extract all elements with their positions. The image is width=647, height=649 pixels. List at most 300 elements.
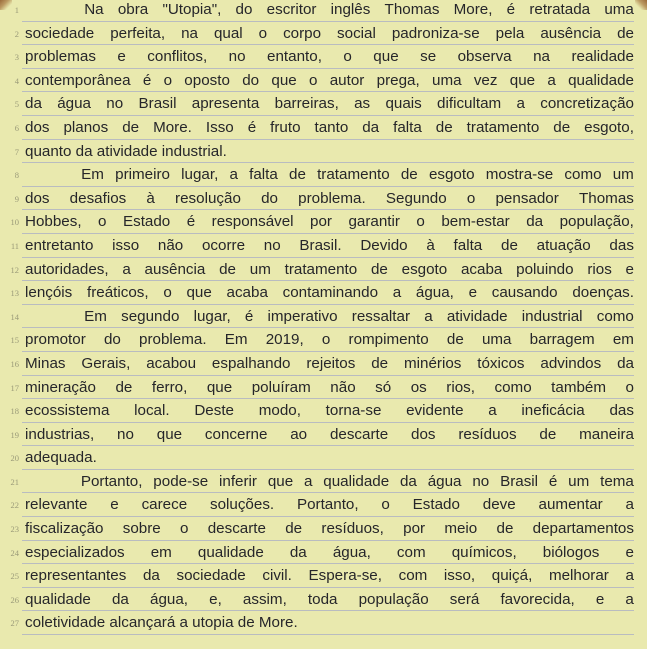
word: de [496,520,514,538]
word: rejeitos [306,354,356,372]
word: deve [482,496,516,514]
word: maneira [579,425,634,443]
word: social [337,24,376,42]
word: dos [25,189,50,207]
word: lugar, [181,166,219,184]
word: Brasil [138,95,177,113]
word: o [321,331,331,349]
word: as [354,95,371,113]
word: do [261,189,278,207]
essay-line-text [25,401,634,422]
word: Gerais, [81,354,131,372]
word: espalhando [211,354,291,372]
word: biólogos [542,543,600,561]
word: evidente [406,402,464,420]
word: sociedade [176,567,246,585]
word: de [501,236,518,254]
essay-line-row [0,189,647,213]
word: realidade [571,48,634,66]
word: descarte [329,425,389,443]
word: lugar, [193,307,231,325]
essay-line-text [25,307,634,328]
line-number: 2 [14,28,19,39]
word: fruto [270,118,301,136]
word: dos [25,118,50,136]
word: toda [307,590,338,608]
word: na [181,24,198,42]
essay-line-rule [22,495,634,519]
word: sobre [122,520,161,538]
word: acaba [460,260,503,278]
word: relevante [25,496,88,514]
word: água [427,472,462,490]
essay-line-rule [22,165,634,189]
word: More, [453,1,493,18]
word: Espera-se, [308,567,382,585]
word: da [362,118,380,136]
essay-line-row [0,354,647,378]
word: falta [453,236,483,254]
word: esgoto, [584,118,634,136]
word: "Utopia", [162,1,222,18]
word: pode-se [153,472,209,490]
word: só [375,378,392,396]
word: esgoto [401,260,448,278]
word: ressaltar [351,307,411,325]
line-number: 12 [10,264,19,275]
word: água [57,95,91,113]
word: em [612,331,634,349]
word: o [466,189,476,207]
essay-line-row [0,24,647,48]
line-number: 18 [10,406,19,417]
word: garantir [348,213,400,231]
word: prega, [376,71,420,89]
word: de [400,166,418,184]
word: Hobbes, [25,213,82,231]
word: como [494,378,532,396]
word: conflitos, [147,48,208,66]
line-number: 4 [14,75,19,86]
word: quiçá, [491,567,533,585]
word: problema. [298,189,366,207]
word: advindos [540,354,602,372]
word: padroniza-se [391,24,480,42]
word: dos [411,425,436,443]
word: da [399,472,417,490]
essay-line-rule [22,307,634,331]
essay-line-rule [22,472,634,496]
word: da [25,95,42,113]
word: a [122,260,131,278]
word: falta [393,118,422,136]
word: ausência [144,260,206,278]
word: dificultam [437,95,502,113]
word: a [304,472,313,490]
word: oposto [184,71,230,89]
word: de [539,425,557,443]
word: e [110,496,119,514]
word: Em [81,166,104,184]
word: os [410,378,427,396]
word: é [548,472,558,490]
word: industrias, [25,425,95,443]
essay-line-row [0,118,647,142]
word: do [103,331,121,349]
word: 2019, [265,331,304,349]
word: rios [587,260,612,278]
essay-line-row [0,519,647,543]
word: em [150,543,172,561]
essay-line-rule [22,189,634,213]
word: pensador [495,189,559,207]
essay-line-row [0,613,647,637]
essay-line-row [0,47,647,71]
essay-line-rule [22,260,634,284]
word: especializados [25,543,125,561]
line-number: 9 [14,193,19,204]
essay-line-rule [22,425,634,449]
word: químicos, [451,543,517,561]
essay-line-row [0,71,647,95]
essay-line-text [25,354,634,375]
word: qualidade [197,543,264,561]
essay-line-rule [22,212,634,236]
word: rios, [446,378,475,396]
word: e [625,260,634,278]
word: o [98,213,107,231]
word: que [373,48,399,66]
line-number: 25 [10,571,19,582]
word: como [564,166,602,184]
essay-line-rule [22,590,634,614]
word: de [285,520,303,538]
word: perfeita, [110,24,166,42]
word: de [371,354,389,372]
word: falta [249,166,278,184]
word: concretização [540,95,634,113]
word: da [111,590,129,608]
word: que [156,425,183,443]
word: a [625,590,634,608]
word: no [106,95,124,113]
word: promotor [25,331,86,349]
essay-line-rule [22,330,634,354]
word: de [370,260,388,278]
word: ocorre [201,236,246,254]
essay-line-row [0,212,647,236]
essay-line-rule [22,378,634,402]
essay-line-text [25,94,634,115]
essay-line-text [25,260,634,281]
word: quais [385,95,422,113]
word: no [263,236,281,254]
word: como [596,307,634,325]
essay-line-rule [22,519,634,543]
word: problema. [139,331,207,349]
essay-line-row [0,165,647,189]
word: poluindo [516,260,574,278]
word: e [595,590,605,608]
word: Minas [25,354,66,372]
essay-line-row [0,260,647,284]
word: imperativo [267,307,338,325]
word: Brasil [500,472,539,490]
word: inferir [219,472,257,490]
word: departamentos [532,520,634,538]
word: esgoto [428,166,475,184]
word: na [533,48,550,66]
word: e [117,48,126,66]
essay-line-text [25,189,634,210]
line-number: 5 [14,99,19,110]
word: o [163,71,173,89]
essay-line-rule [22,142,634,166]
word: soluções. [209,496,275,514]
line-number: 19 [10,429,19,440]
word: Segundo [385,189,447,207]
word: um [612,166,634,184]
word: no [472,472,490,490]
line-number: 23 [10,524,19,535]
line-number: 13 [10,288,19,299]
word: também [551,378,607,396]
word: água, [415,284,454,302]
line-number: 3 [14,52,19,63]
word: isso, [443,567,476,585]
word: causando [491,284,558,302]
word: bem-estar [441,213,510,231]
word: More. [153,118,192,136]
word: representantes [25,567,127,585]
word: resíduos, [321,520,384,538]
word: da [142,567,160,585]
essay-line-row [0,94,647,118]
word: Portanto, [296,496,359,514]
word: que [271,71,297,89]
word: mineração [25,378,96,396]
word: da [526,213,544,231]
word: é [247,118,257,136]
word: tratamento [317,166,390,184]
word: descarte [207,520,266,538]
word: barragem [529,331,595,349]
essay-line-rule [22,94,634,118]
word: a [424,307,433,325]
word: por [403,520,426,538]
word: Isso [205,118,234,136]
essay-line-row [0,472,647,496]
word: de [219,260,236,278]
word: pela [495,24,525,42]
word: das [609,402,634,420]
word: meio [444,520,478,538]
essay-line-row [0,283,647,307]
essay-line-text [25,495,634,516]
essay-line-row [0,566,647,590]
word: a [392,284,402,302]
word: ausência [540,24,602,42]
word: no [228,48,246,66]
word: tratamento [466,118,540,136]
word: a [625,567,634,585]
word: uma [432,71,462,89]
word: qualidade [25,590,91,608]
essay-line-text: coletividade alcançará a utopia de More. [25,614,298,632]
word: população, [559,213,634,231]
word: população [358,590,429,608]
essay-line-row [0,142,647,166]
line-number: 6 [14,122,19,133]
essay-line-rule [22,543,634,567]
word: uma [604,1,634,18]
line-number: 21 [10,476,19,487]
essay-line-text [25,378,634,399]
word: por [310,213,332,231]
word: a [516,95,525,113]
word: que [509,71,536,89]
word: água, [332,543,371,561]
word: segundo [121,307,180,325]
word: Deste [194,402,235,420]
word: vez [473,71,498,89]
word: um [249,260,271,278]
essay-line-text [25,566,634,587]
word: não [330,378,356,396]
word: da [289,543,307,561]
word: contaminando [282,284,379,302]
word: doenças. [572,284,634,302]
essay-line-row [0,378,647,402]
line-number: 7 [14,146,19,157]
word: e [468,284,478,302]
word: à [146,189,155,207]
word: de [617,24,634,42]
essay-line-text [25,519,634,540]
word: ineficácia [521,402,585,420]
word: é [244,307,254,325]
word: o [258,24,268,42]
word: torna-se [325,402,382,420]
word: de [122,118,140,136]
word: do [235,1,253,18]
line-number: 14 [10,311,19,322]
essay-line-rule [22,118,634,142]
essay-line-row [0,425,647,449]
paragraph-indent [25,307,70,328]
word: água, [150,590,189,608]
word: ferro, [151,378,188,396]
essay-line-text [25,590,634,611]
line-number: 27 [10,618,19,629]
essay-line-text [25,0,634,21]
word: qual [213,24,243,42]
word: é [186,213,196,231]
word: a [488,402,497,420]
word: carece [141,496,188,514]
word: Brasil. [299,236,342,254]
essay-line-rule [22,613,634,637]
paragraph-indent [25,0,70,21]
essay-line-row [0,448,647,472]
word: o [163,284,172,302]
essay-line-row [0,590,647,614]
essay-line-text [25,165,634,186]
word: à [426,236,435,254]
word: obra [117,1,149,18]
word: apresenta [191,95,260,113]
line-number: 20 [10,453,19,464]
word: rompimento [348,331,429,349]
word: Thomas [384,1,440,18]
essay-line-rule [22,401,634,425]
essay-line-rule [22,283,634,307]
word: desafios [69,189,127,207]
essay-line-text: adequada. [25,449,97,467]
word: do [242,71,260,89]
word: um [568,472,590,490]
word: tema [600,472,634,490]
essay-line-row [0,307,647,331]
word: tóxicos [477,354,525,372]
word: autor [329,71,365,89]
word: e, [209,590,222,608]
word: corpo [283,24,322,42]
word: a [547,71,556,89]
word: tratamento [284,260,358,278]
essay-line-row [0,543,647,567]
word: modo, [258,402,301,420]
word: o [309,71,318,89]
essay-line-text [25,24,634,45]
word: resíduos [458,425,517,443]
word: isso [112,236,140,254]
essay-line-rule [22,0,634,24]
word: local. [134,402,170,420]
essay-line-row [0,0,647,24]
essay-line-text [25,212,634,233]
word: de [446,331,464,349]
word: o [343,48,352,66]
word: ao [290,425,308,443]
essay-line-row [0,236,647,260]
word: qualidade [568,71,634,89]
line-number: 10 [10,217,19,228]
essay-line-rule [22,354,634,378]
word: autoridades, [25,260,109,278]
essay-line-rule [22,24,634,48]
word: freáticos, [86,284,149,302]
essay-line-text [25,236,634,257]
line-number: 16 [10,358,19,369]
word: que [206,378,233,396]
word: contemporânea [25,71,131,89]
word: Estado [412,496,460,514]
essay-line-row [0,330,647,354]
word: com [398,567,428,585]
word: favorecida, [500,590,575,608]
line-number: 17 [10,382,19,393]
essay-line-rule [22,47,634,71]
word: escritor [266,1,317,18]
word: que [186,284,212,302]
essay-line-row [0,495,647,519]
word: o [381,496,390,514]
word: de [115,378,133,396]
essay-line-rule [22,566,634,590]
word: retratada [529,1,591,18]
essay-line-row [0,401,647,425]
